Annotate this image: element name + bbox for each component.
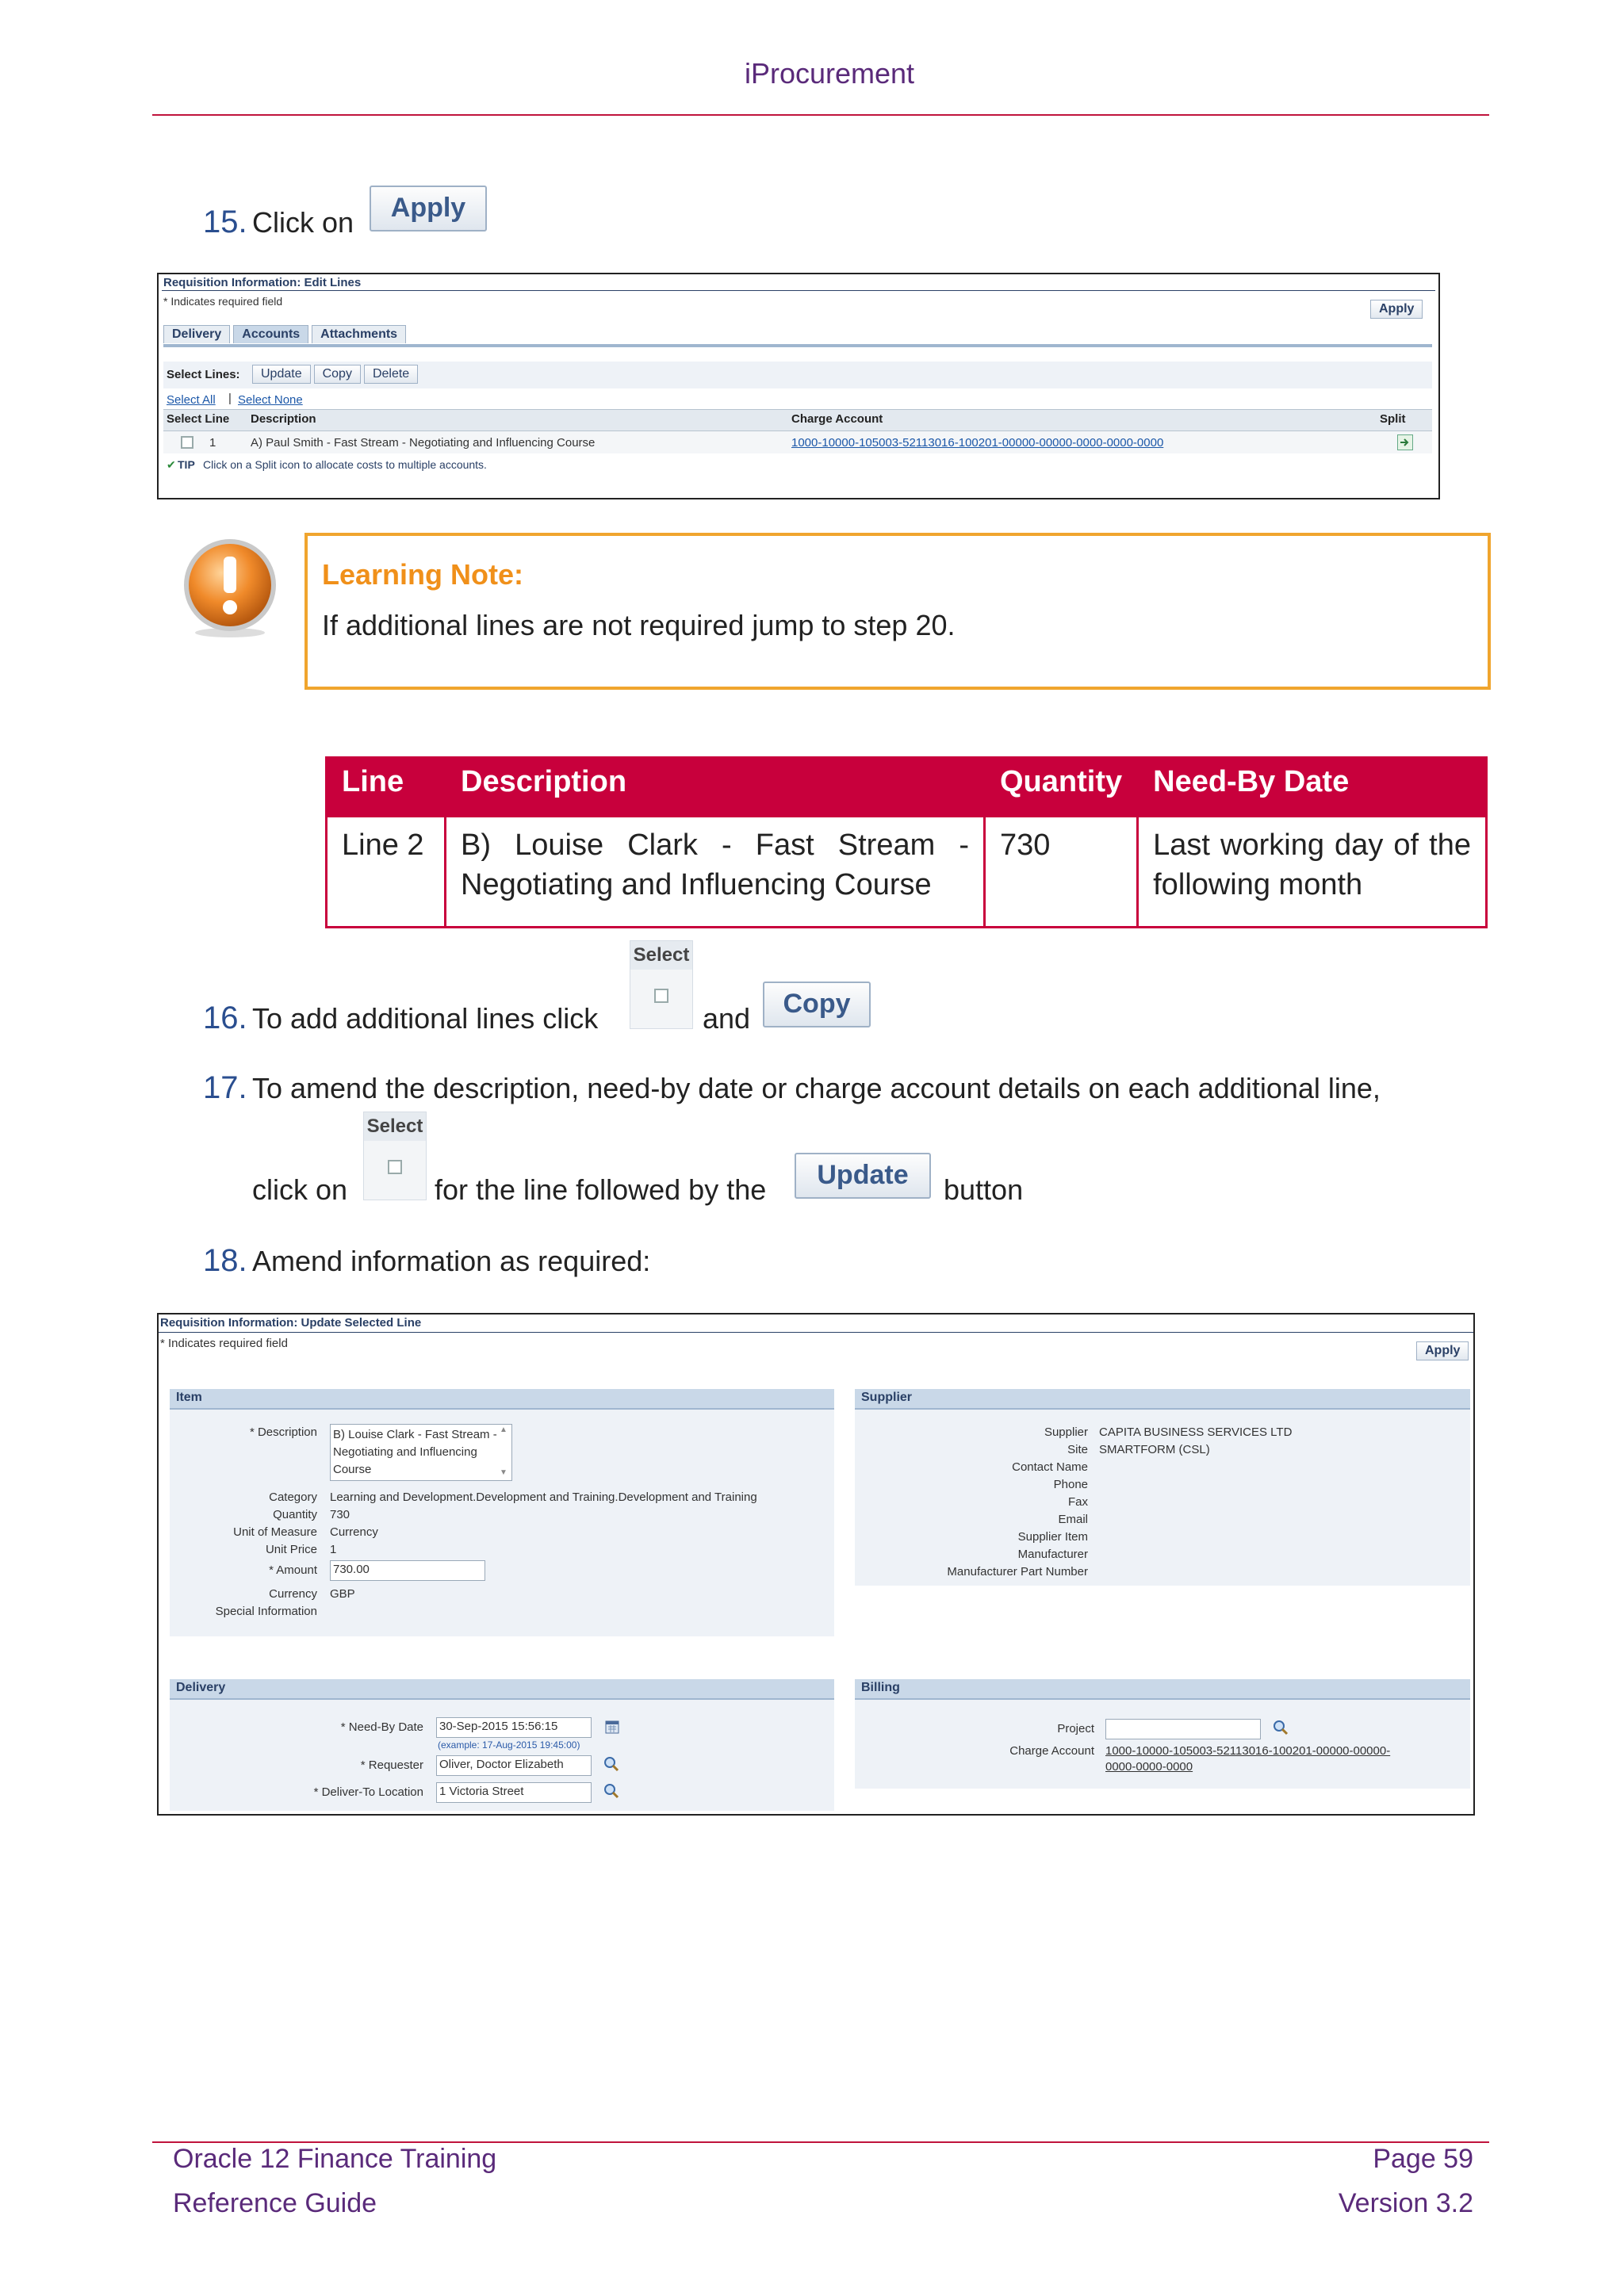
currency-value: GBP <box>330 1587 355 1601</box>
unit-price-label: Unit Price <box>265 1543 317 1556</box>
cell-description: B) Louise Clark - Fast Stream - Negotiating and Influencing Course <box>446 817 985 928</box>
footer-page-number: Page 59 <box>1373 2144 1473 2174</box>
row-checkbox[interactable] <box>181 436 193 449</box>
step-15-number: 15. <box>203 205 247 239</box>
title-rule <box>159 1332 1473 1333</box>
project-label: Project <box>1057 1722 1094 1735</box>
step-16-number: 16. <box>203 1001 247 1035</box>
link-separator: | <box>228 392 232 405</box>
supplier-value: CAPITA BUSINESS SERVICES LTD <box>1099 1425 1293 1439</box>
step-17-click-on: click on <box>252 1173 348 1206</box>
tip-label: TIP <box>178 458 195 471</box>
row-description: A) Paul Smith - Fast Stream - Negotiating and Influencing Course <box>251 436 596 450</box>
calendar-icon[interactable] <box>604 1719 620 1735</box>
line-details-table <box>325 756 1488 928</box>
amount-label: * Amount <box>269 1563 317 1577</box>
col-split: Split <box>1380 412 1406 426</box>
select-lines-label: Select Lines: <box>167 368 240 381</box>
th-description: Description <box>446 758 985 817</box>
requester-input[interactable]: Oliver, Doctor Elizabeth <box>436 1755 592 1776</box>
manufacturer-label: Manufacturer <box>1017 1548 1088 1561</box>
uom-label: Unit of Measure <box>233 1525 317 1539</box>
email-label: Email <box>1058 1513 1088 1526</box>
description-textarea[interactable]: B) Louise Clark - Fast Stream - Negotiating and Influencing Course <box>330 1424 512 1481</box>
step-16-and: and <box>703 1002 751 1035</box>
manufacturer-part-label: Manufacturer Part Number <box>947 1565 1088 1578</box>
step-17-number: 17. <box>203 1070 247 1105</box>
quantity-value: 730 <box>330 1508 350 1521</box>
deliver-to-label: * Deliver-To Location <box>313 1785 423 1799</box>
tab-accounts[interactable]: Accounts <box>233 325 308 343</box>
learning-note-box <box>304 533 1491 690</box>
site-label: Site <box>1067 1443 1088 1456</box>
col-select-line: Select Line <box>167 412 230 426</box>
delivery-section-header: Delivery <box>170 1679 834 1700</box>
step-17-line-1: To amend the description, need-by date or charge account details on each additional line, <box>252 1072 1381 1104</box>
currency-label: Currency <box>269 1587 317 1601</box>
delete-button[interactable]: Delete <box>364 365 418 384</box>
select-checkbox-illustration <box>630 940 693 1029</box>
tab-attachments[interactable]: Attachments <box>312 325 406 343</box>
apply-button[interactable]: Apply <box>1416 1341 1469 1360</box>
tip-text: Click on a Split icon to allocate costs to multiple accounts. <box>203 458 487 471</box>
category-value: Learning and Development.Development and Training.Development and Training <box>330 1490 757 1504</box>
select-column-label: Select <box>630 941 692 970</box>
step-17-end-text: button <box>944 1173 1024 1206</box>
charge-account-label: Charge Account <box>1009 1744 1094 1758</box>
project-search-icon[interactable] <box>1272 1719 1289 1736</box>
supplier-label: Supplier <box>1044 1425 1088 1439</box>
category-label: Category <box>269 1490 317 1504</box>
header-divider <box>152 114 1489 116</box>
requester-search-icon[interactable] <box>603 1755 620 1773</box>
select-column-label-2: Select <box>364 1112 426 1141</box>
scroll-down-icon[interactable]: ▼ <box>500 1468 508 1477</box>
update-line-title: Requisition Information: Update Selected Line <box>160 1316 422 1330</box>
col-description: Description <box>251 412 316 426</box>
charge-account-link-line-2[interactable]: 0000-0000-0000 <box>1105 1760 1193 1774</box>
footer-divider <box>152 2141 1489 2143</box>
amount-input[interactable]: 730.00 <box>330 1560 485 1581</box>
th-line: Line <box>327 758 446 817</box>
update-button-illustration[interactable]: Update <box>795 1153 931 1199</box>
update-button[interactable]: Update <box>252 365 311 384</box>
tab-underline <box>163 344 1432 347</box>
th-quantity: Quantity <box>985 758 1138 817</box>
apply-button[interactable]: Apply <box>1370 300 1423 319</box>
special-info-label: Special Information <box>215 1605 317 1618</box>
footer-guide-name: Reference Guide <box>173 2188 377 2218</box>
learning-note-title: Learning Note: <box>322 558 524 591</box>
row-charge-account[interactable]: 1000-10000-105003-52113016-100201-00000-00000-0000-0000-0000 <box>791 436 1164 450</box>
charge-account-link-line-1[interactable]: 1000-10000-105003-52113016-100201-00000-00000- <box>1105 1744 1391 1758</box>
select-checkbox[interactable] <box>654 989 668 1003</box>
supplier-section-header: Supplier <box>855 1389 1470 1410</box>
document-header-title: iProcurement <box>744 57 915 90</box>
billing-section-header: Billing <box>855 1679 1470 1700</box>
select-checkbox-2[interactable] <box>388 1160 402 1174</box>
edit-lines-title: Requisition Information: Edit Lines <box>163 276 362 289</box>
cell-need-by-date: Last working day of the following month <box>1138 817 1487 928</box>
quantity-label: Quantity <box>273 1508 317 1521</box>
step-17-middle-text: for the line followed by the <box>435 1173 767 1206</box>
date-example-hint: (example: 17-Aug-2015 19:45:00) <box>438 1739 580 1751</box>
location-search-icon[interactable] <box>603 1782 620 1800</box>
copy-button-illustration[interactable]: Copy <box>763 982 871 1027</box>
cell-quantity: 730 <box>985 817 1138 928</box>
project-input[interactable] <box>1105 1719 1261 1739</box>
table-header-row <box>327 758 1487 817</box>
cell-line: Line 2 <box>327 817 446 928</box>
site-value: SMARTFORM (CSL) <box>1099 1443 1210 1456</box>
table-row <box>327 817 1487 928</box>
step-18-text: Amend information as required: <box>252 1245 651 1277</box>
footer-course-title: Oracle 12 Finance Training <box>173 2144 497 2174</box>
description-label: * Description <box>249 1425 317 1439</box>
tab-bar <box>163 325 406 343</box>
requester-label: * Requester <box>360 1758 423 1772</box>
step-18-number: 18. <box>203 1243 247 1278</box>
apply-button-illustration[interactable]: Apply <box>370 186 487 232</box>
split-icon[interactable] <box>1397 434 1413 450</box>
row-number: 1 <box>209 436 216 450</box>
scroll-up-icon[interactable]: ▲ <box>500 1425 508 1434</box>
item-section-header: Item <box>170 1389 834 1410</box>
phone-label: Phone <box>1053 1478 1088 1491</box>
warning-icon <box>179 538 281 639</box>
col-charge-account: Charge Account <box>791 412 883 426</box>
unit-price-value: 1 <box>330 1543 337 1556</box>
select-all-link[interactable]: Select All <box>167 393 216 407</box>
need-by-date-label: * Need-By Date <box>340 1720 423 1734</box>
step-15-text: Click on <box>252 206 354 239</box>
deliver-to-input[interactable]: 1 Victoria Street <box>436 1782 592 1803</box>
tab-delivery[interactable]: Delivery <box>163 325 230 343</box>
footer-version: Version 3.2 <box>1338 2188 1473 2218</box>
required-note: * Indicates required field <box>160 1337 288 1350</box>
edit-lines-screenshot <box>157 273 1440 499</box>
step-16-text: To add additional lines click <box>252 1002 599 1035</box>
select-checkbox-illustration-2 <box>363 1112 427 1200</box>
copy-button[interactable]: Copy <box>314 365 361 384</box>
required-note: * Indicates required field <box>163 295 283 308</box>
line-actions <box>252 365 418 384</box>
fax-label: Fax <box>1067 1495 1088 1509</box>
update-line-screenshot <box>157 1313 1475 1816</box>
th-need-by-date: Need-By Date <box>1138 758 1487 817</box>
learning-note-text: If additional lines are not required jump to step 20. <box>322 609 956 641</box>
title-rule <box>162 290 1435 291</box>
tip-check-icon: ✔ <box>167 458 176 471</box>
contact-name-label: Contact Name <box>1012 1460 1088 1474</box>
need-by-date-input[interactable]: 30-Sep-2015 15:56:15 <box>436 1717 592 1738</box>
supplier-item-label: Supplier Item <box>1017 1530 1088 1544</box>
uom-value: Currency <box>330 1525 378 1539</box>
select-none-link[interactable]: Select None <box>238 393 303 407</box>
